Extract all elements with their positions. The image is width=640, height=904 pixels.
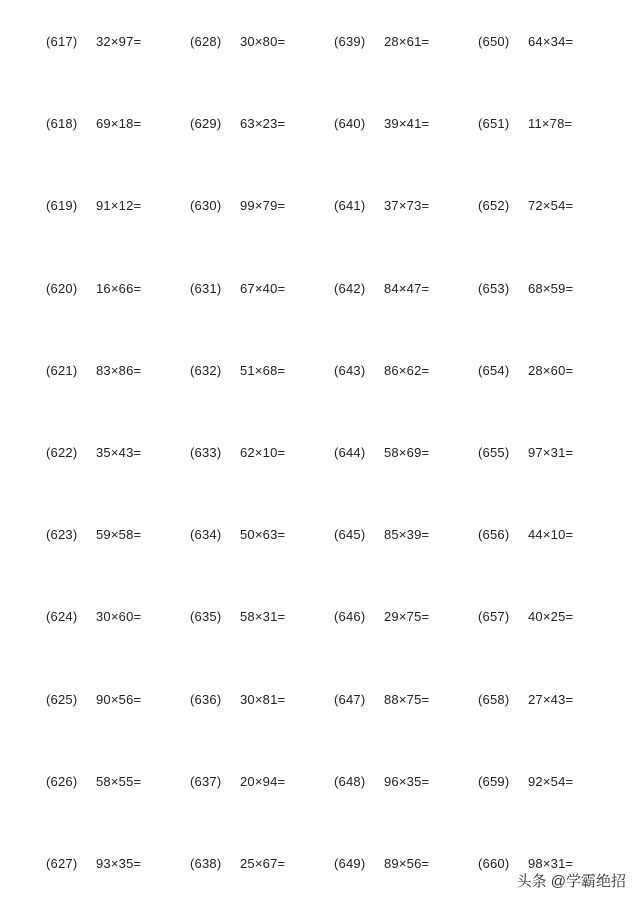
- problem-expression: 88×75=: [384, 691, 430, 707]
- problem-expression: 91×12=: [96, 198, 142, 214]
- problem-expression: 30×60=: [96, 609, 142, 625]
- problem-expression: 51×68=: [240, 362, 286, 378]
- problem-number: (643): [334, 362, 366, 378]
- problem-number: (657): [478, 609, 510, 625]
- problem-number: (650): [478, 34, 510, 49]
- problem-expression: 40×25=: [528, 609, 574, 625]
- problem-expression: 63×23=: [240, 116, 286, 132]
- problem-number: (654): [478, 362, 510, 378]
- problem-number: (632): [190, 362, 222, 378]
- problem-expression: 30×81=: [240, 691, 286, 707]
- problem-number: (660): [478, 856, 510, 871]
- problem-expression: 99×79=: [240, 198, 286, 214]
- problem-expression: 83×86=: [96, 362, 142, 378]
- problem-expression: 89×56=: [384, 856, 430, 871]
- problem-expression: 20×94=: [240, 773, 286, 789]
- problem-number: (621): [46, 362, 78, 378]
- problem-number: (626): [46, 773, 78, 789]
- problem-number: (653): [478, 280, 510, 296]
- problem-expression: 28×60=: [528, 362, 574, 378]
- problem-expression: 62×10=: [240, 445, 286, 460]
- problem-expression: 64×34=: [528, 34, 574, 49]
- problem-expression: 92×54=: [528, 773, 574, 789]
- problem-expression: 39×41=: [384, 116, 430, 132]
- problem-expression: 58×69=: [384, 445, 430, 460]
- problem-column-2: [190, 0, 334, 904]
- problem-number: (656): [478, 527, 510, 543]
- problem-number: (627): [46, 856, 78, 871]
- problem-number: (636): [190, 691, 222, 707]
- problem-number: (630): [190, 198, 222, 214]
- problem-number: (658): [478, 691, 510, 707]
- problem-number: (646): [334, 609, 366, 625]
- problem-expression: 37×73=: [384, 198, 430, 214]
- problem-number: (642): [334, 280, 366, 296]
- problem-expression: 50×63=: [240, 527, 286, 543]
- problem-expression: 68×59=: [528, 280, 574, 296]
- problem-expression: 67×40=: [240, 280, 286, 296]
- problem-expression: 11×78=: [528, 116, 573, 132]
- problem-expression: 16×66=: [96, 280, 142, 296]
- problem-number: (645): [334, 527, 366, 543]
- problem-number: (659): [478, 773, 510, 789]
- problem-expression: 28×61=: [384, 34, 430, 49]
- problem-number: (618): [46, 116, 78, 132]
- problem-number: (648): [334, 773, 366, 789]
- problem-number: (623): [46, 527, 78, 543]
- problem-expression: 85×39=: [384, 527, 430, 543]
- problem-expression: 58×55=: [96, 773, 142, 789]
- problem-column-3: [334, 0, 478, 904]
- problem-number: (628): [190, 34, 222, 49]
- problem-expression: 59×58=: [96, 527, 142, 543]
- problem-number: (652): [478, 198, 510, 214]
- problem-expression: 72×54=: [528, 198, 574, 214]
- problem-expression: 97×31=: [528, 445, 574, 460]
- problem-number: (647): [334, 691, 366, 707]
- problem-number: (655): [478, 445, 510, 460]
- problem-expression: 90×56=: [96, 691, 142, 707]
- problem-expression: 84×47=: [384, 280, 430, 296]
- problem-number: (631): [190, 280, 222, 296]
- problem-expression: 86×62=: [384, 362, 430, 378]
- problem-expression: 98×31=: [528, 856, 574, 871]
- problem-number: (619): [46, 198, 78, 214]
- problem-number: (625): [46, 691, 78, 707]
- problem-expression: 29×75=: [384, 609, 430, 625]
- problem-expression: 96×35=: [384, 773, 430, 789]
- problem-expression: 30×80=: [240, 34, 286, 49]
- problem-expression: 69×18=: [96, 116, 142, 132]
- problem-expression: 44×10=: [528, 527, 574, 543]
- problem-expression: 32×97=: [96, 34, 142, 49]
- problem-expression: 27×43=: [528, 691, 574, 707]
- problem-number: (649): [334, 856, 366, 871]
- problem-number: (617): [46, 34, 78, 49]
- problem-number: (637): [190, 773, 222, 789]
- problem-number: (641): [334, 198, 366, 214]
- problem-number: (634): [190, 527, 222, 543]
- problem-number: (633): [190, 445, 222, 460]
- problem-number: (640): [334, 116, 366, 132]
- problem-number: (622): [46, 445, 78, 460]
- watermark: 头条 @学霸绝招: [516, 873, 626, 890]
- problem-number: (644): [334, 445, 366, 460]
- problem-expression: 58×31=: [240, 609, 286, 625]
- problem-number: (629): [190, 116, 222, 132]
- problem-expression: 35×43=: [96, 445, 142, 460]
- problem-number: (639): [334, 34, 366, 49]
- problem-number: (635): [190, 609, 222, 625]
- problem-number: (651): [478, 116, 510, 132]
- problem-number: (620): [46, 280, 78, 296]
- problem-expression: 93×35=: [96, 856, 142, 871]
- problem-expression: 25×67=: [240, 856, 286, 871]
- problem-number: (638): [190, 856, 222, 871]
- problem-number: (624): [46, 609, 78, 625]
- problem-column-4: [478, 0, 622, 904]
- problem-column-1: [46, 0, 190, 904]
